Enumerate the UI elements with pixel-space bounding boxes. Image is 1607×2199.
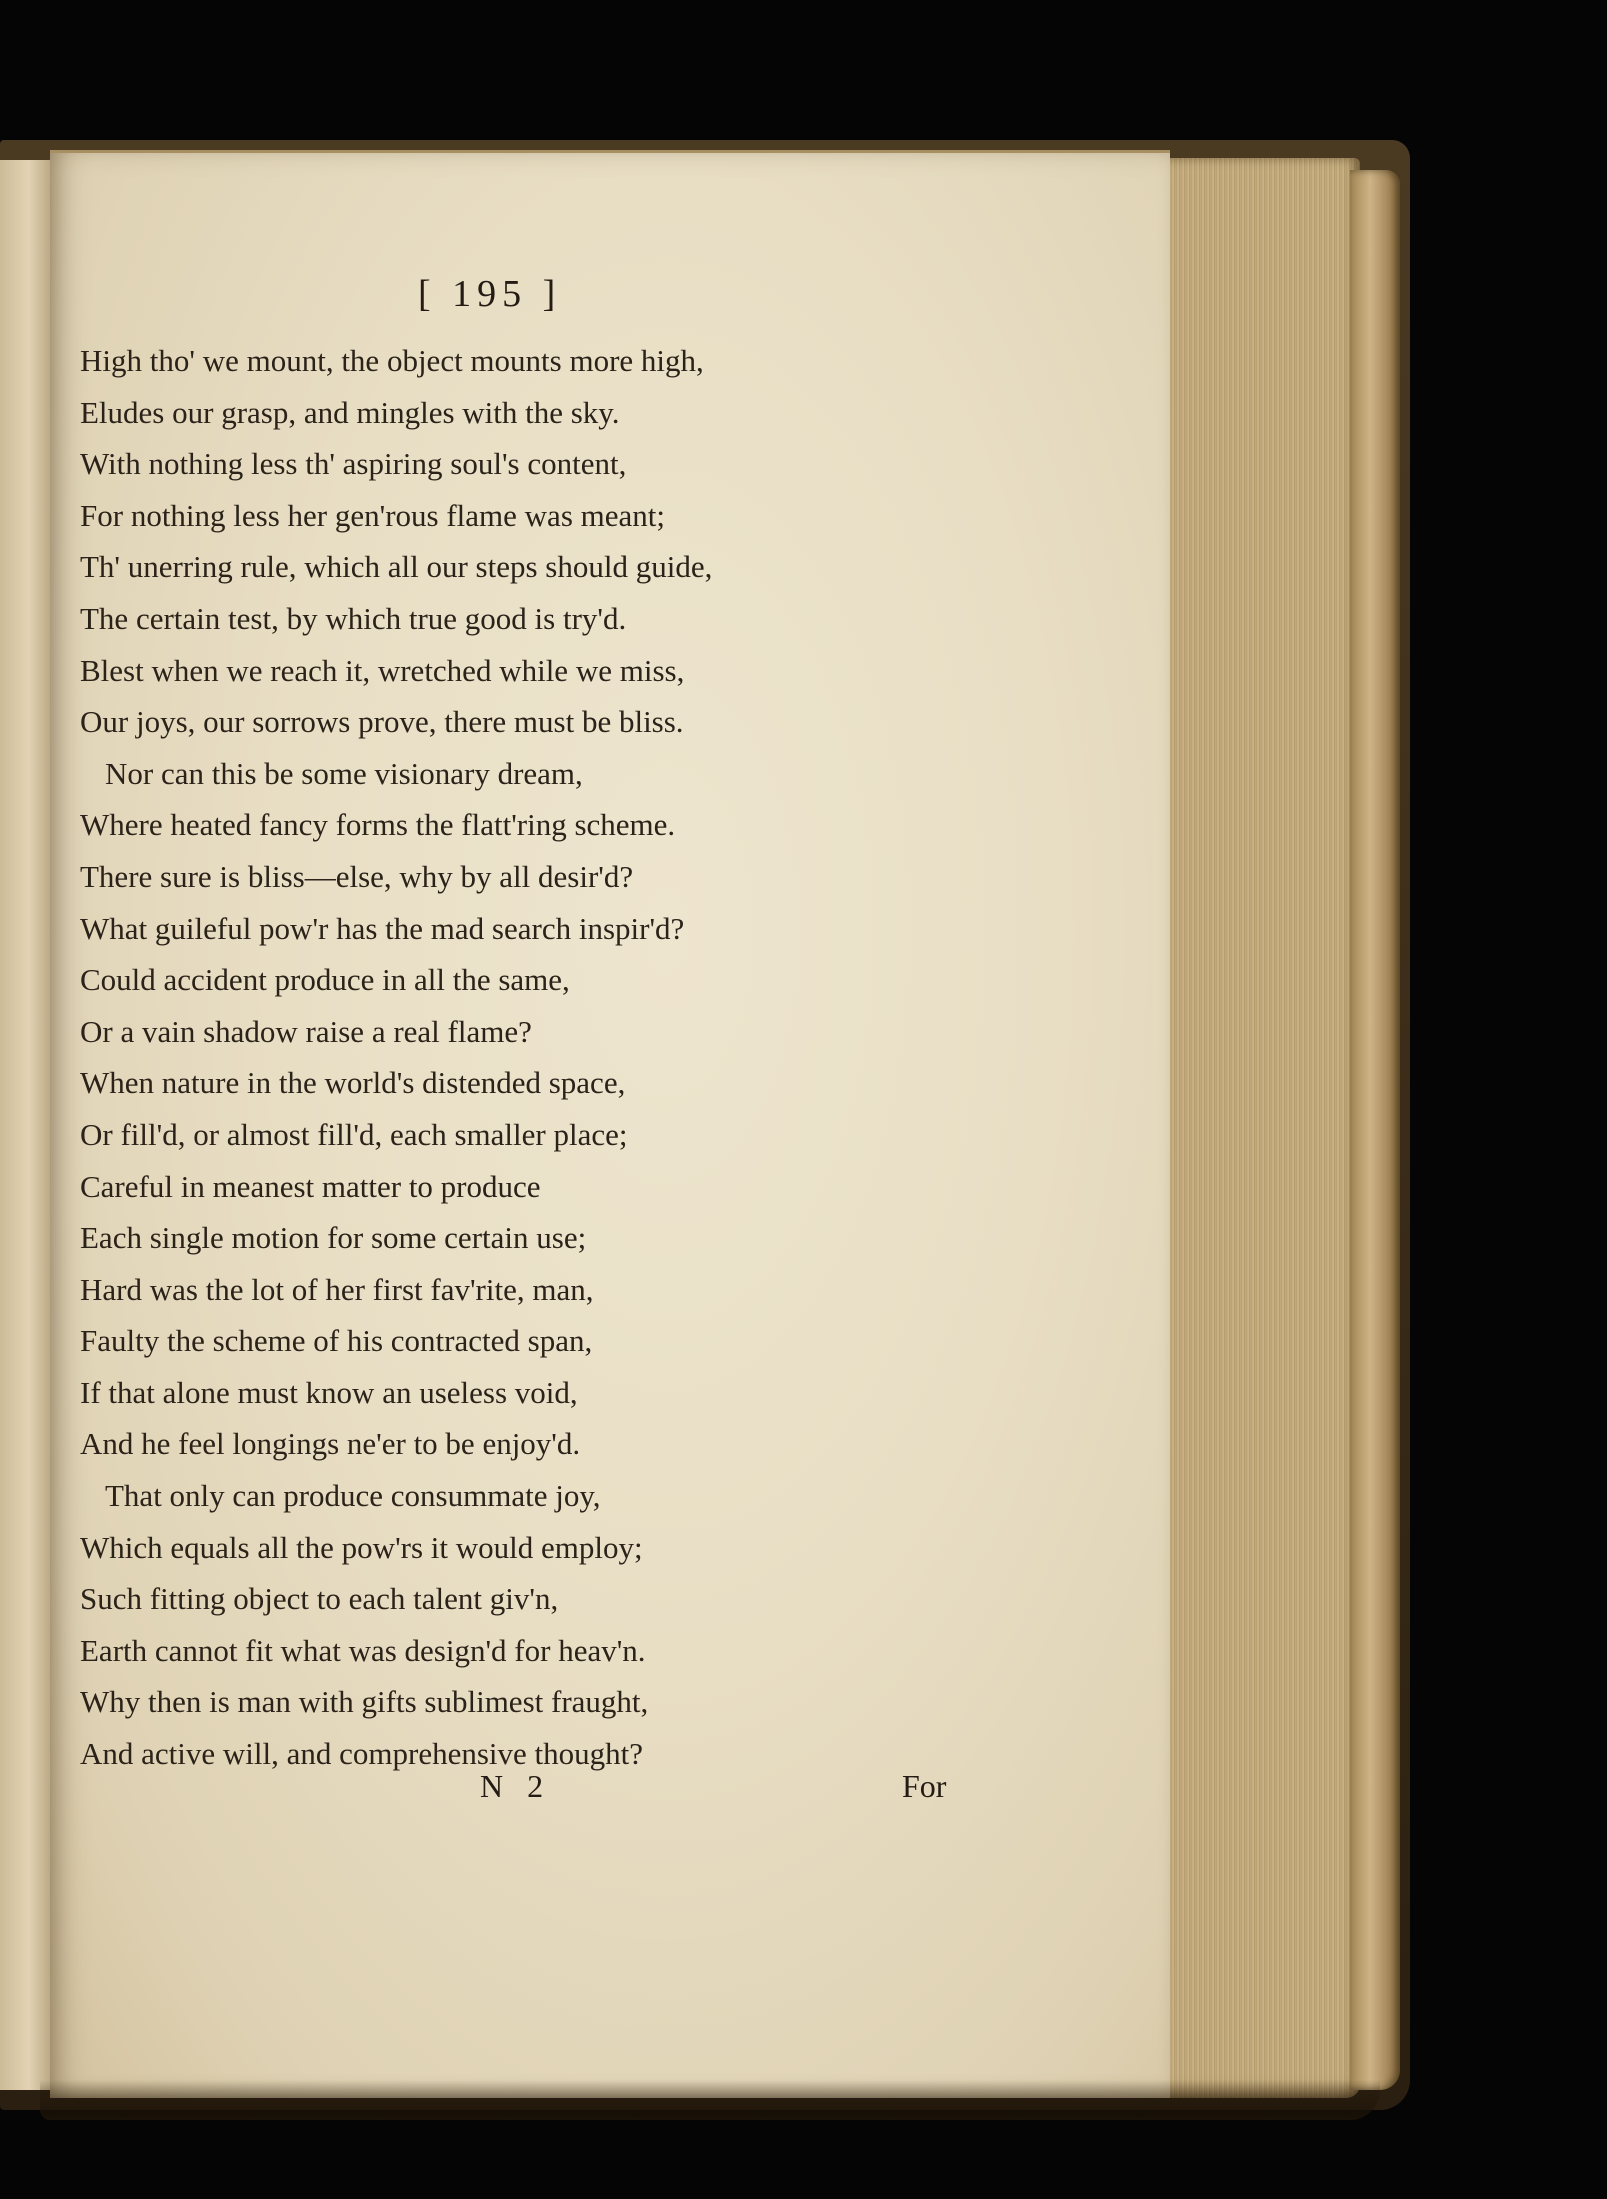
page-bottom-shadow bbox=[40, 2080, 1380, 2120]
previous-page-edge bbox=[0, 160, 54, 2090]
cover-edge bbox=[1350, 170, 1400, 2090]
poem-line: Or fill'd, or almost fill'd, each smaller place; bbox=[80, 1116, 628, 1152]
poem-line: Careful in meanest matter to produce bbox=[80, 1168, 541, 1204]
poem-line: Each single motion for some certain use; bbox=[80, 1220, 587, 1256]
page-block-edge bbox=[1150, 158, 1360, 2098]
poem-line: Earth cannot fit what was design'd for heav'n. bbox=[80, 1632, 646, 1668]
poem-line: For nothing less her gen'rous flame was meant; bbox=[80, 497, 665, 533]
poem-line: Th' unerring rule, which all our steps should guide, bbox=[80, 549, 713, 585]
poem-line: Eludes our grasp, and mingles with the sky. bbox=[80, 394, 620, 430]
poem-line: If that alone must know an useless void, bbox=[80, 1374, 578, 1410]
poem-line: When nature in the world's distended space, bbox=[80, 1065, 626, 1101]
poem-line: Our joys, our sorrows prove, there must be bliss. bbox=[80, 704, 684, 740]
poem-line: Nor can this be some visionary dream, bbox=[105, 755, 583, 791]
poem-line: What guileful pow'r has the mad search inspir'd? bbox=[80, 910, 685, 946]
poem-line: Or a vain shadow raise a real flame? bbox=[80, 1013, 532, 1049]
poem-line: Could accident produce in all the same, bbox=[80, 962, 570, 998]
poem-line: Where heated fancy forms the flatt'ring scheme. bbox=[80, 807, 676, 843]
poem-line: Why then is man with gifts sublimest fraught, bbox=[80, 1684, 649, 1720]
poem-line: That only can produce consummate joy, bbox=[105, 1478, 601, 1514]
poem-line: Which equals all the pow'rs it would employ; bbox=[80, 1529, 643, 1565]
poem-line: Hard was the lot of her first fav'rite, man, bbox=[80, 1271, 594, 1307]
poem-line: Blest when we reach it, wretched while we miss, bbox=[80, 652, 685, 688]
poem-text bbox=[80, 335, 1100, 1780]
poem-line: High tho' we mount, the object mounts more high, bbox=[80, 343, 704, 378]
poem-line: With nothing less th' aspiring soul's content, bbox=[80, 446, 627, 482]
signature-mark: N 2 bbox=[480, 1768, 552, 1804]
poem-line: And he feel longings ne'er to be enjoy'd. bbox=[80, 1426, 581, 1462]
poem-line: Faulty the scheme of his contracted span, bbox=[80, 1323, 593, 1359]
poem-line: And active will, and comprehensive thought? bbox=[80, 1736, 644, 1772]
poem-line: The certain test, by which true good is try'd. bbox=[80, 600, 627, 636]
poem-line: Such fitting object to each talent giv'n, bbox=[80, 1581, 559, 1617]
catchword: For bbox=[902, 1768, 947, 1804]
poem-line: There sure is bliss—else, why by all desir'd? bbox=[80, 858, 634, 894]
page-number: [ 195 ] bbox=[418, 273, 562, 315]
